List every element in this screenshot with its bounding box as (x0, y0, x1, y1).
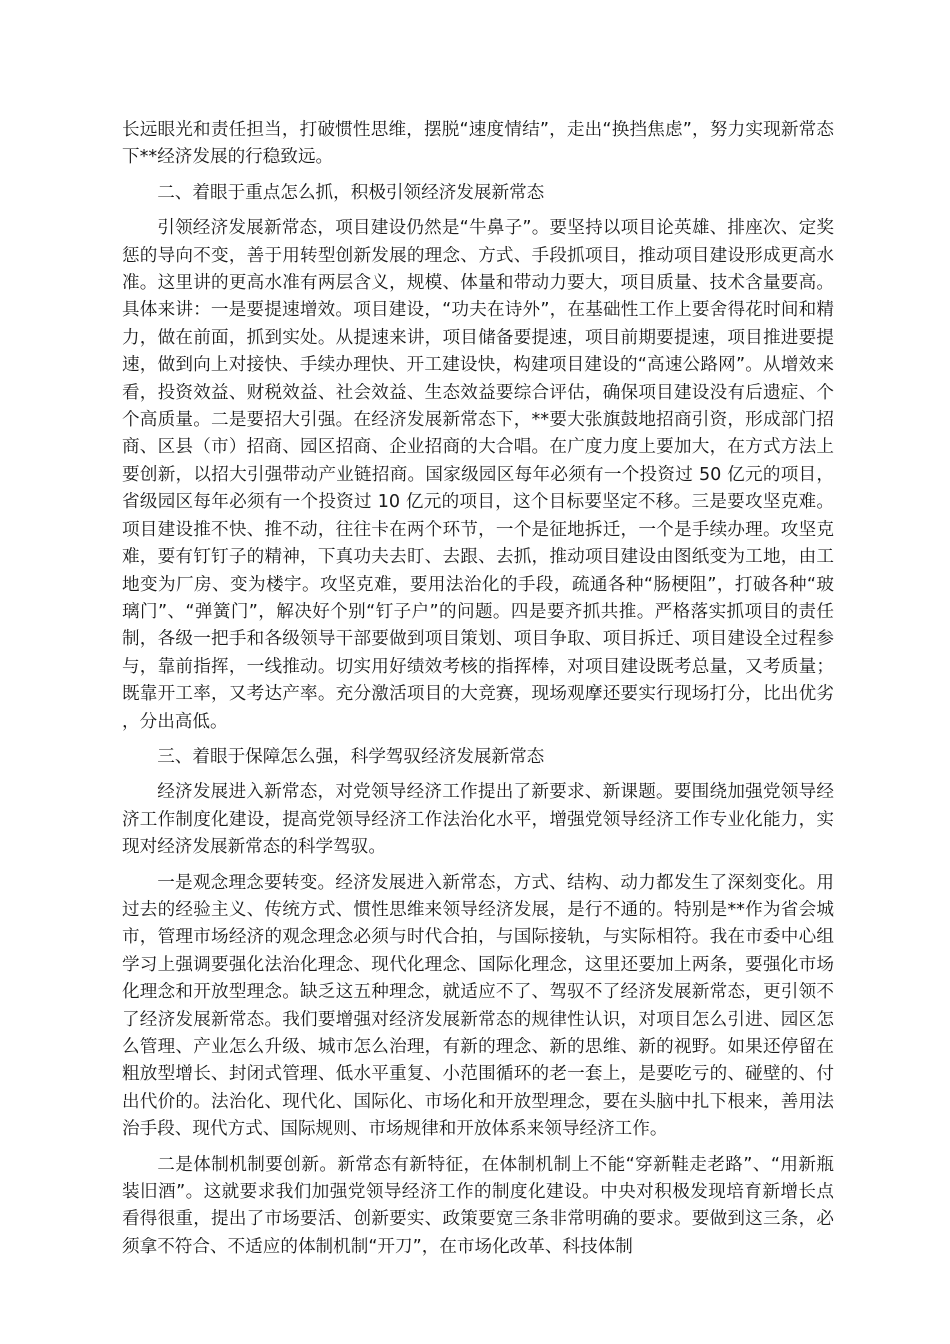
paragraph: 二是体制机制要创新。新常态有新特征，在体制机制上不能“穿新鞋走老路”、“用新瓶装旧酒”。这就要求我们加强党领导经济工作的制度化建设。中央对积极发现培育新增长点看得很重，提出了市场要活、创新要实、政策要宽三条非常明确的要求。要做到这三条，必须拿不符合、不适应的体制机制“开刀”，在市场化改革、科技体制 (122, 1154, 834, 1257)
paragraph-continued: 长远眼光和责任担当，打破惯性思维，摆脱“速度情结”，走出“换挡焦虑”，努力实现新常态下**经济发展的行稳致远。 (122, 120, 834, 168)
section-heading-2: 二、着眼于重点怎么抓，积极引领经济发展新常态 (157, 182, 545, 203)
section-heading-3: 三、着眼于保障怎么强，科学驾驭经济发展新常态 (157, 746, 545, 767)
paragraph: 经济发展进入新常态，对党领导经济工作提出了新要求、新课题。要围绕加强党领导经济工作制度化建设，提高党领导经济工作法治化水平，增强党领导经济工作专业化能力，实现对经济发展新常态的科学驾驭。 (122, 782, 834, 858)
paragraph: 一是观念理念要转变。经济发展进入新常态，方式、结构、动力都发生了深刻变化。用过去的经验主义、传统方式、惯性思维来领导经济发展，是行不通的。特别是**作为省会城市，管理市场经济的观念理念必须与时代合拍，与国际接轨，与实际相符。我在市委中心组学习上强调要强化法治化理念、现代化理念、国际化理念，这里还要加上两条，要强化市场化理念和开放型理念。缺乏这五种理念，就适应不了、驾驭不了经济发展新常态，更引领不了经济发展新常态。我们要增强对经济发展新常态的规律性认识，对项目怎么引进、园区怎么管理、产业怎么升级、城市怎么治理，有新的理念、新的思维、新的视野。如果还停留在粗放型增长、封闭式管理、低水平重复、小范围循环的老一套上，是要吃亏的、碰壁的、付出代价的。法治化、现代化、国际化、市场化和开放型理念，要在头脑中扎下根来，善用法治手段、现代方式、国际规则、市场规律和开放体系来领导经济工作。 (122, 872, 834, 1140)
paragraph: 引领经济发展新常态，项目建设仍然是“牛鼻子”。要坚持以项目论英雄、排座次、定奖惩的导向不变，善于用转型创新发展的理念、方式、手段抓项目，推动项目建设形成更高水准。这里讲的更高水准有两层含义，规模、体量和带动力要大，项目质量、技术含量要高。具体来讲：一是要提速增效。项目建设，“功夫在诗外”，在基础性工作上要舍得花时间和精力，做在前面，抓到实处。从提速来讲，项目储备要提速，项目前期要提速，项目推进要提速，做到向上对接快、手续办理快、开工建设快，构建项目建设的“高速公路网”。从增效来看，投资效益、财税效益、社会效益、生态效益要综合评估，确保项目建设没有后遗症、个个高质量。二是要招大引强。在经济发展新常态下，**要大张旗鼓地招商引资，形成部门招商、区县（市）招商、园区招商、企业招商的大合唱。在广度力度上要加大，在方式方法上要创新，以招大引强带动产业链招商。国家级园区每年必须有一个投资过 50 亿元的项目，省级园区每年必须有一个投资过 10 亿元的项目，这个目标要坚定不移。三是要攻坚克难。项目建设推不快、推不动，往往卡在两个环节，一个是征地拆迁，一个是手续办理。攻坚克难，要有钉钉子的精神，下真功夫去盯、去跟、去抓，推动项目建设由图纸变为工地，由工地变为厂房、变为楼宇。攻坚克难，要用法治化的手段，疏通各种“肠梗阻”，打破各种“玻璃门”、“弹簧门”，解决好个别“钉子户”的问题。四是要齐抓共推。严格落实抓项目的责任制，各级一把手和各级领导干部要做到项目策划、项目争取、项目拆迁、项目建设全过程参与，靠前指挥，一线推动。切实用好绩效考核的指挥棒，对项目建设既考总量，又考质量；既靠开工率，又考达产率。充分激活项目的大竞赛，现场观摩还要实行现场打分，比出优劣，分出高低。 (122, 218, 834, 732)
document-body (122, 117, 834, 1269)
